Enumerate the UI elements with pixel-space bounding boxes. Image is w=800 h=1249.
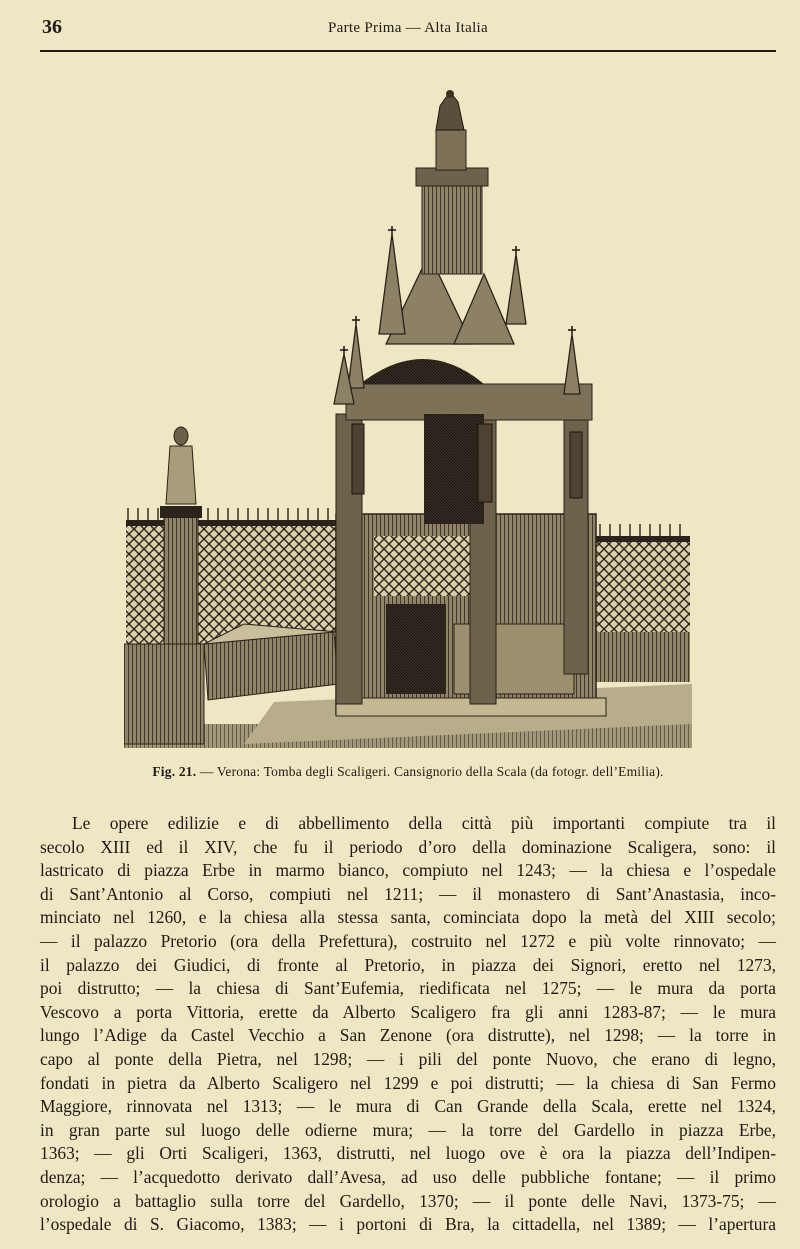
body-line: lungo l’Adige da Castel Vecchio a San Zenone (ora distrutte), nel 1298; — la torre in <box>40 1025 776 1046</box>
figure-illustration <box>124 84 692 748</box>
body-line: Maggiore, rinnovata nel 1313; — le mura di Can Grande della Scala, erette nel 1324, <box>40 1096 776 1117</box>
body-line: fondati in pietra da Alberto Scaligero nel 1299 e poi distrutti; — la chiesa di San Fermo <box>40 1072 776 1093</box>
body-line: — il palazzo Pretorio (ora della Prefettura), costruito nel 1272 e più volte rinnovato; — <box>40 930 776 951</box>
body-line: secolo XIII ed il XIV, che fu il periodo d’oro della dominazione Scaligera, sono: il <box>40 836 776 857</box>
body-line: 1363; — gli Orti Scaligeri, 1363, distrutti, nel luogo ove è ora la piazza dell’Indipen- <box>40 1143 776 1164</box>
body-line: Vescovo a porta Vittoria, erette da Alberto Scaligero fra gli anni 1283-87; — le mura <box>40 1001 776 1022</box>
body-line: orologio a battaglio sulla torre del Gardello, 1370; — il ponte delle Navi, 1373-75; — <box>40 1190 776 1211</box>
tomb-engraving <box>124 84 692 748</box>
body-line: denza; — l’acquedotto derivato dall’Avesa, ad uso delle pubbliche fontane; — il primo <box>40 1166 776 1187</box>
body-line: minciato nel 1260, e la chiesa alla stessa santa, cominciata dopo la metà del XIII secolo; <box>40 907 776 928</box>
body-line: capo al ponte della Pietra, nel 1298; — i pili del ponte Nuovo, che erano di legno, <box>40 1048 776 1069</box>
body-line: poi distrutto; — la chiesa di Sant’Eufemia, riedificata nel 1275; — le mura da porta <box>40 978 776 999</box>
body-line: Le opere edilizie e di abbellimento della città più importanti compiute tra il <box>72 813 776 833</box>
header-rule <box>40 50 776 52</box>
body-line: l’ospedale di S. Giacomo, 1383; — i portoni di Bra, la cittadella, nel 1389; — l’apertura <box>40 1214 776 1235</box>
body-line: il palazzo dei Giudici, di fronte al Pretorio, in piazza dei Signori, eretto nel 1273, <box>40 954 776 975</box>
body-line: di Sant’Antonio al Corso, compiuti nel 1211; — il monastero di Sant’Anastasia, inco- <box>40 883 776 904</box>
figure-number: Fig. 21. <box>152 764 197 779</box>
page-header <box>40 14 776 48</box>
body-line: in gran parte sul luogo delle odierne mura; — la torre del Gardello in piazza Erbe, <box>40 1119 776 1140</box>
body-paragraph <box>40 812 776 1237</box>
running-title: Parte Prima — Alta Italia <box>328 20 488 36</box>
page-number: 36 <box>42 16 62 38</box>
body-line: lastricato di piazza Erbe in marmo bianco, compiuto nel 1243; — la chiesa e l’ospedale <box>40 860 776 881</box>
caption-text: — Verona: Tomba degli Scaligeri. Cansignorio della Scala (da fotogr. dell’Emilia). <box>199 764 664 779</box>
figure-caption <box>40 764 776 780</box>
